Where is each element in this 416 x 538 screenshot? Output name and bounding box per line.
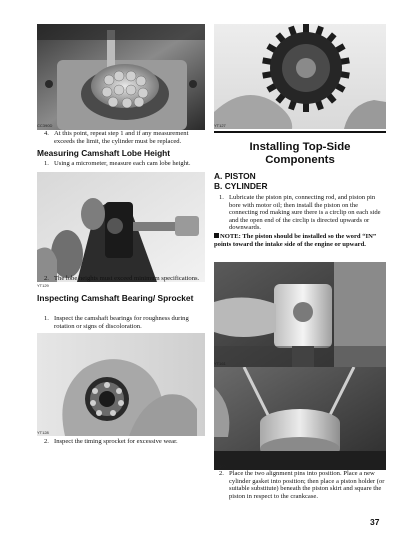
section-title: Installing Top-Side Components [249,141,351,166]
photo-code-yt127: YT127 [214,123,226,128]
page-number: 37 [370,517,380,527]
photo-timing-sprocket [214,24,386,129]
note-piston-in: NOTE: The piston should be installed so the word “IN” points toward the intake side of the engine or upward. [214,233,377,248]
subheading-piston: A. PISTON [214,171,256,181]
photo-camshaft-bearing [37,333,205,436]
heading-inspecting-bearing: Inspecting Camshaft Bearing/ Sprocket [37,293,194,303]
right-step-1: 1. Lubricate the piston pin, connecting rod, and piston pin bore with motor oil; then install the piston on the connecting rod making sure there is a circlip on each side and the open end of the circlip is directed upwards or downwards. [219,194,381,232]
inspecting-step-2: 2. Inspect the timing sprocket for excessive wear. [44,438,178,445]
photo-code-yt129: YT129 [37,283,49,288]
photo-piston-install [214,262,386,367]
photo-piston-holder [214,367,386,470]
photo-code-cc390d: CC390D [37,123,53,128]
photo-code-yt128: YT128 [37,430,49,435]
photo-micrometer-camshaft [37,172,205,282]
measuring-step-1: 1. Using a micrometer, measure each cam lobe height. [44,160,191,167]
right-step-2: 2. Place the two alignment pins into position. Place a new cylinder gasket into position; then place a piston holder (or suitable substitute) beneath the piston skirt and square the piston in respect to the crankcase. [219,470,385,500]
photo-code-yt162: YT162 [214,464,226,469]
heading-measuring-camshaft: Measuring Camshaft Lobe Height [37,148,171,158]
photo-cylinder-hone [37,24,205,130]
inspecting-step-1: 1. Inspect the camshaft bearings for roughness during rotation or signs of discoloration. [44,315,189,330]
subheading-cylinder: B. CYLINDER [214,181,268,191]
note-bullet-icon [214,233,219,238]
measuring-step-2: 2. The lobe heights must exceed minimum specifications. [44,275,200,282]
left-step-4: 4. At this point, repeat step 1 and if any measurement exceeds the limit, the cylinder must be replaced. [44,130,189,145]
photo-code-yt161: YT161 [214,361,226,366]
section-title-rule [214,131,386,133]
